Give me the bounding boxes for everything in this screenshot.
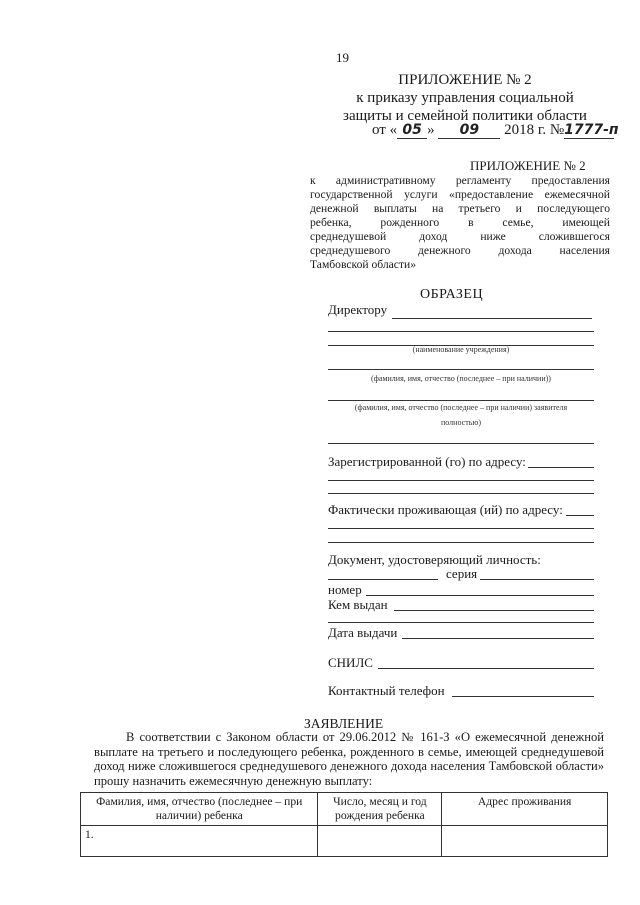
- applicant-field-line-2[interactable]: [328, 443, 594, 444]
- snils-field[interactable]: [378, 668, 594, 669]
- issue-date-label: Дата выдачи: [328, 625, 398, 640]
- actual-address-label: Фактически проживающая (ий) по адресу:: [328, 502, 563, 517]
- applicant-caption-2: полностью): [441, 418, 481, 427]
- issued-by-field[interactable]: [394, 610, 594, 611]
- director-field-line-2[interactable]: [328, 331, 594, 332]
- table-row: [81, 826, 608, 857]
- header-child-name: Фамилия, имя, отчество (последнее – при наличии) ребенка: [81, 793, 318, 826]
- id-document-label: Документ, удостоверяющий личность:: [328, 552, 541, 567]
- actual-address-line-3[interactable]: [328, 542, 594, 543]
- children-table: [80, 792, 608, 857]
- date-year: 2018 г. №: [504, 122, 565, 138]
- appendix-title: ПРИЛОЖЕНИЕ № 2: [398, 72, 532, 88]
- number-field[interactable]: [366, 595, 594, 596]
- issue-date-field[interactable]: [402, 638, 594, 639]
- institution-caption: (наименование учреждения): [412, 345, 510, 354]
- issued-by-field-line-2[interactable]: [328, 622, 594, 623]
- date-day: 05: [397, 122, 427, 139]
- statement-text: В соответствии с Законом области от 29.06.2012 № 161-З «О ежемесячной денежной выплате на третьего и последующего ребенка, рожденного в семье, имеющей среднедушевой доход ниже сложившегося среднедушевого денежного дохода населения Тамбовской области» прошу назначить ежемесячную денежную выплату:: [94, 730, 604, 788]
- phone-field[interactable]: [452, 696, 594, 697]
- registered-label: Зарегистрированной (го) по адресу:: [328, 454, 526, 469]
- statement-paragraph: [94, 730, 604, 788]
- regulation-line-3: денежной выплаты на третьего и последующего: [310, 202, 610, 215]
- date-mid: »: [427, 122, 435, 138]
- issued-by-label: Кем выдан: [328, 597, 388, 612]
- id-document-type-field[interactable]: [328, 579, 438, 580]
- page-number: 19: [336, 50, 349, 65]
- date-month: 09: [438, 122, 500, 139]
- order-date-line: [372, 122, 619, 139]
- header-address: Адрес проживания: [442, 793, 608, 826]
- director-field[interactable]: [392, 318, 592, 319]
- regulation-appendix-title: ПРИЛОЖЕНИЕ № 2: [470, 158, 586, 173]
- registered-address-field[interactable]: [528, 467, 594, 468]
- regulation-line-7: Тамбовской области»: [310, 258, 417, 271]
- series-label: серия: [446, 566, 478, 581]
- table-header-row: [81, 793, 608, 826]
- snils-label: СНИЛС: [328, 655, 373, 670]
- director-label: Директору: [328, 302, 388, 317]
- regulation-line-1: к административному регламенту предоставления: [310, 174, 610, 187]
- actual-address-field[interactable]: [566, 515, 594, 516]
- registered-address-line-2[interactable]: [328, 480, 594, 481]
- row-1-address[interactable]: [442, 826, 608, 857]
- applicant-field[interactable]: [328, 400, 594, 401]
- date-prefix: от «: [372, 122, 398, 138]
- series-field[interactable]: [480, 579, 594, 580]
- fio-caption: (фамилия, имя, отчество (последнее – при наличии)): [371, 374, 551, 383]
- applicant-caption-1: (фамилия, имя, отчество (последнее – при наличии) заявителя: [354, 403, 568, 412]
- number-label: номер: [328, 582, 362, 597]
- regulation-line-6: среднедушевого денежного дохода населения: [310, 244, 610, 257]
- registered-address-line-3[interactable]: [328, 493, 594, 494]
- fio-field[interactable]: [328, 369, 594, 370]
- appendix-line-3: защиты и семейной политики области: [343, 108, 587, 124]
- row-1-child-name[interactable]: 1.: [81, 826, 318, 857]
- phone-label: Контактный телефон: [328, 683, 445, 698]
- row-1-birth-date[interactable]: [318, 826, 442, 857]
- order-number: 1777-п: [564, 122, 619, 138]
- regulation-line-4: ребенка, рожденного в семье, имеющей: [310, 216, 610, 229]
- regulation-line-2: государственной услуги «предоставление ежемесячной: [310, 188, 610, 201]
- regulation-line-5: среднедушевой доход ниже сложившегося: [310, 230, 610, 243]
- statement-title: ЗАЯВЛЕНИЕ: [304, 716, 384, 731]
- header-birth-date: Число, месяц и год рождения ребенка: [318, 793, 442, 826]
- form-title: ОБРАЗЕЦ: [420, 287, 484, 302]
- actual-address-line-2[interactable]: [328, 528, 594, 529]
- appendix-line-2: к приказу управления социальной: [356, 90, 574, 106]
